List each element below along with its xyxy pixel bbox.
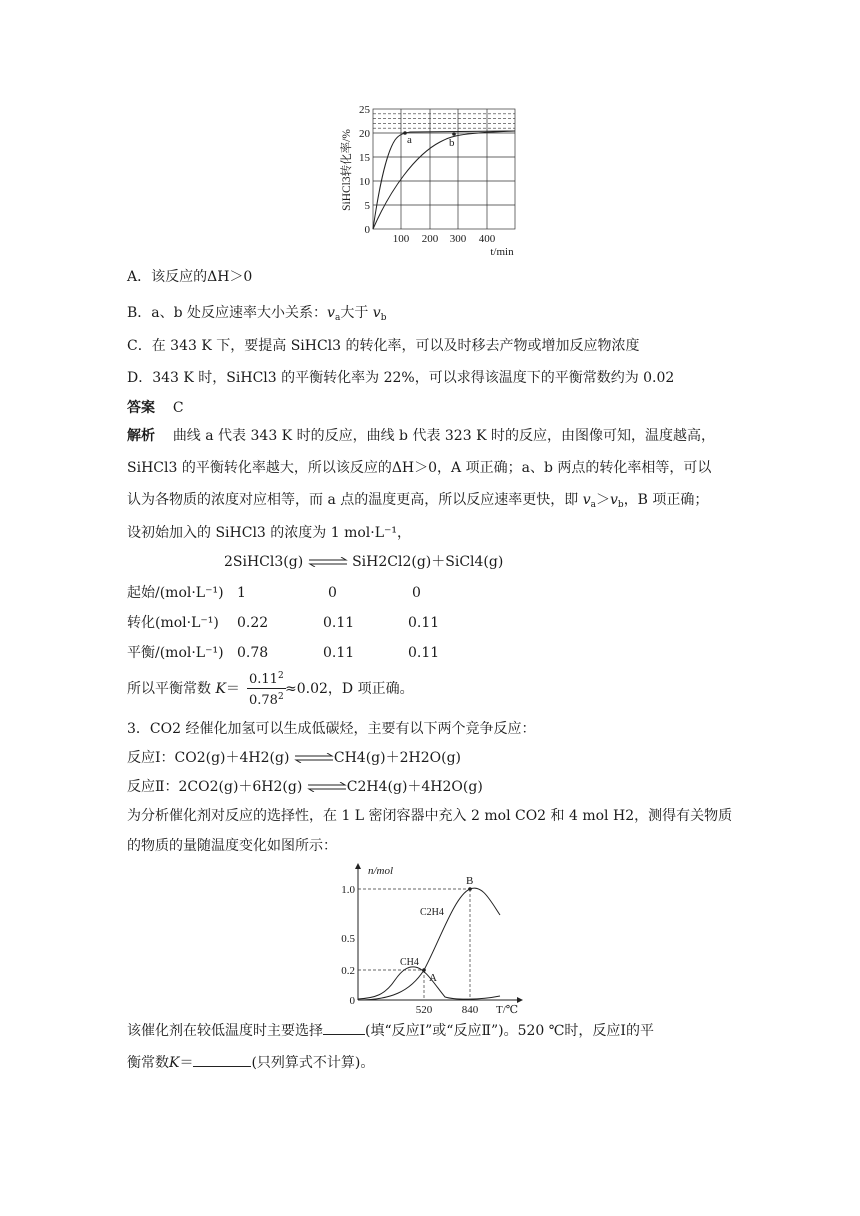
ytick: 0.2 [341,965,355,977]
reaction-2: 反应Ⅱ：2CO2(g)＋6H2(g) C2H4(g)＋4H2O(g) [127,779,483,795]
point-b [452,132,456,136]
ytick: 5 [364,200,370,212]
label-A: A [429,972,437,984]
point-B [468,887,472,891]
question-3-desc-1: 为分析催化剂对反应的选择性，在 1 L 密闭容器中充入 2 mol CO2 和 4 mol H2，测得有关物质 [127,808,733,824]
equation-sihcl3: 2SiHCl3(g) SiH2Cl2(g)＋SiCl4(g) [224,554,504,570]
label-a: a [407,134,412,146]
label-b: b [449,137,455,149]
equilibrium-arrow-icon [307,782,347,792]
option-d: D．343 K 时，SiHCl3 的平衡转化率为 22%，可以求得该温度下的平衡常数约为 0.02 [127,370,675,386]
option-a: A．该反应的ΔH＞0 [127,269,253,285]
answer-blank-1[interactable] [323,1020,365,1035]
row-equilibrium: 平衡/(mol·L⁻¹) [127,645,224,661]
conversion-chart [330,100,530,262]
ytick: 25 [359,104,370,116]
xtick: 520 [415,1004,433,1015]
question-3: 3．CO2 经催化加氢可以生成低碳烃，主要有以下两个竞争反应： [127,721,536,737]
row-eq-v1: 0.78 [237,645,269,661]
explanation-line-2: SiHCl3 的平衡转化率越大，所以该反应的ΔH＞0，A 项正确；a、b 两点的转化率相等，可以 [127,460,712,476]
row-eq-v2: 0.11 [323,645,355,661]
answer: 答案 C [127,400,184,416]
explanation-line-4: 设初始加入的 SiHCl3 的浓度为 1 mol·L⁻¹， [127,525,412,541]
k-fraction: 0.11$^2$ 0.78$^2$ [247,668,286,709]
xtick: 100 [392,233,410,245]
ytick: 15 [359,152,370,164]
option-c: C．在 343 K 下，要提高 SiHCl3 的转化率，可以及时移去产物或增加反应物浓度 [127,338,640,354]
reaction-1: 反应Ⅰ：CO2(g)＋4H2(g) CH4(g)＋2H2O(g) [127,750,461,766]
ytick: 0 [349,995,355,1007]
equilibrium-arrow-icon [308,557,348,567]
question-3-ask-2: 衡常数K＝ (只列算式不计算)。 [127,1052,374,1073]
y-axis-label: SiHCl3转化率/% [341,129,353,211]
ytick: 20 [359,128,370,140]
row-start-v1: 1 [237,585,246,601]
k-result: ≈0.02，D 项正确。 [285,681,414,697]
label-c2h4: C2H4 [420,907,444,918]
ytick: 1.0 [341,884,355,896]
row-change-v2: 0.11 [323,615,355,631]
row-start: 起始/(mol·L⁻¹) [127,585,224,601]
y-axis-label: n/mol [368,865,394,877]
question-3-desc-2: 的物质的量随温度变化如图所示： [127,838,337,854]
curve-b [373,131,515,229]
point-A [422,968,426,972]
xtick: 400 [478,233,496,245]
row-start-v3: 0 [412,585,421,601]
ytick: 0 [364,224,370,236]
explanation-line-1: 解析 曲线 a 代表 343 K 时的反应，曲线 b 代表 323 K 时的反应，由图像可知，温度越高， [127,428,715,444]
xtick: 840 [461,1004,479,1015]
ytick: 0.5 [341,933,355,945]
k-expression: 所以平衡常数 K＝ [127,681,240,697]
row-change: 转化(mol·L⁻¹) [127,615,219,631]
row-eq-v3: 0.11 [408,645,440,661]
row-change-v3: 0.11 [408,615,440,631]
explanation-line-3: 认为各物质的浓度对应相等，而 a 点的温度更高，所以反应速率更快，即 $v_a>v_b$，B 项正确； [127,492,709,510]
mole-temperature-chart [330,860,530,1015]
label-ch4: CH4 [400,957,419,968]
curve-a [373,131,515,229]
option-b: B．a、b 处反应速率大小关系：$v_a$大于 $v_b$ [127,305,387,323]
xtick: 300 [449,233,467,245]
x-axis-label: T/℃ [496,1004,519,1015]
row-start-v2: 0 [328,585,337,601]
answer-blank-2[interactable] [193,1052,251,1067]
question-3-ask-1: 该催化剂在较低温度时主要选择 (填“反应Ⅰ”或“反应Ⅱ”)。520 ℃时，反应Ⅰ的平 [127,1020,654,1041]
ytick: 10 [359,176,370,188]
label-B: B [466,875,474,887]
xtick: 200 [421,233,439,245]
x-axis-label: t/min [490,246,514,258]
row-change-v1: 0.22 [237,615,269,631]
equilibrium-arrow-icon [294,753,334,763]
